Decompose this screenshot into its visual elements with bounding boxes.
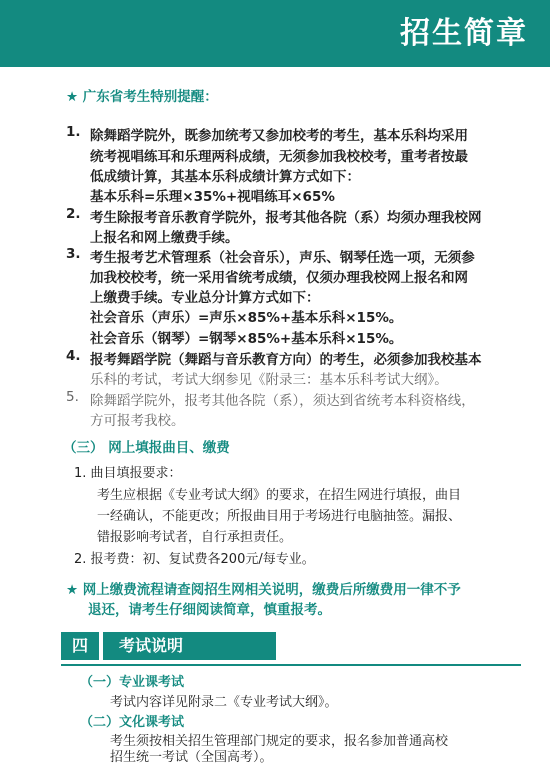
list-line: 低成绩计算，其基本乐科成绩计算方式如下： [90, 169, 360, 185]
list-line: 乐科的考试，考试大纲参见《附录三：基本乐科考试大纲》。 [90, 372, 448, 388]
list-line: 基本乐科=乐理×35%+视唱练耳×65% [90, 189, 335, 205]
list-number: 5. [66, 389, 79, 405]
list-line: 方可报考我校。 [90, 413, 185, 429]
header-banner [0, 0, 550, 67]
sub-item-label: 1. 曲目填报要求： [74, 466, 182, 481]
notice-line: 退还，请考生仔细阅读简章，慎重报考。 [88, 602, 331, 618]
list-number: 2. [66, 206, 81, 222]
list-line: 考生除报考音乐教育学院外，报考其他各院（系）均须办理我校网 [90, 210, 482, 226]
list-line: 加我校校考，统一采用省统考成绩，仅须办理我校网上报名和网 [90, 270, 468, 286]
list-number: 3. [66, 246, 81, 262]
list-line: 报考舞蹈学院（舞蹈与音乐教育方向）的考生，必须参加我校基本 [90, 352, 482, 368]
section-number-badge: 四 [61, 632, 99, 660]
paragraph-line: 考生须按相关招生管理部门规定的要求，报名参加普通高校 [110, 734, 449, 749]
list-line: 考生报考艺术管理系（社会音乐），声乐、钢琴任选一项，无须参 [90, 250, 475, 266]
paragraph-line: 错报影响考试者，自行承担责任。 [97, 530, 293, 545]
section-heading: （三） 网上填报曲目、缴费 [63, 440, 230, 456]
paragraph-line: 一经确认，不能更改；所报曲目用于考场进行电脑抽签。漏报、 [97, 509, 462, 524]
list-line: 社会音乐（声乐）=声乐×85%+基本乐科×15%。 [90, 310, 403, 326]
list-line: 社会音乐（钢琴）=钢琴×85%+基本乐科×15%。 [90, 331, 403, 347]
list-line: 上报名和网上缴费手续。 [90, 230, 239, 246]
list-line: 上缴费手续。专业总分计算方式如下： [90, 290, 320, 306]
sub-item-label: 2. 报考费：初、复试费各200元/每专业。 [74, 552, 315, 567]
paragraph-line: 考试内容详见附录二《专业考试大纲》。 [110, 695, 338, 710]
list-line: 除舞蹈学院外，报考其他各院（系），须达到省统考本科资格线， [90, 393, 475, 409]
section-divider [61, 664, 521, 666]
paragraph-line: 招生统一考试（全国高考）。 [110, 750, 273, 765]
subsection-heading: （一）专业课考试 [80, 675, 185, 690]
list-line: 统考视唱练耳和乐理两科成绩，无须参加我校校考，重考者按最 [90, 149, 468, 165]
list-number: 1. [66, 124, 81, 140]
paragraph-line: 考生应根据《专业考试大纲》的要求，在招生网进行填报，曲目 [97, 488, 462, 503]
list-number: 4. [66, 348, 81, 364]
notice-line: ★ 网上缴费流程请查阅招生网相关说明，缴费后所缴费用一律不予 [66, 582, 461, 598]
notice-title: ★ 广东省考生特别提醒： [66, 89, 218, 105]
page-title: 招生简章 [400, 16, 528, 51]
subsection-heading: （二）文化课考试 [80, 715, 185, 730]
section-title-badge: 考试说明 [103, 632, 276, 660]
list-line: 除舞蹈学院外，既参加统考又参加校考的考生，基本乐科均采用 [90, 128, 468, 144]
